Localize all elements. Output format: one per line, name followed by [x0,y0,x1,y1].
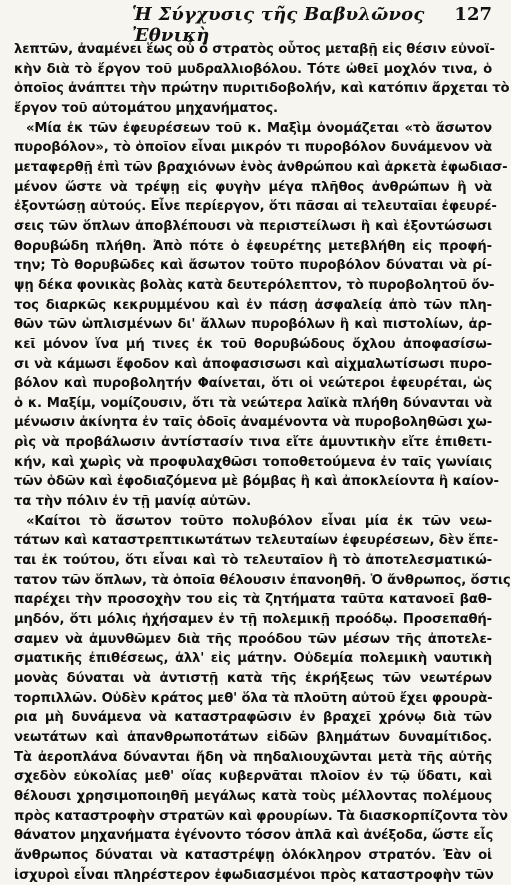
text-line: βόλον καὶ πυροβολητήν Φαίνεται, ὅτι οἱ νεώτεροι ἐφευρέται, ὡς [14,376,492,392]
text-line: ρια μὴ δυνάμενα νὰ καταστραφῶσιν ἐν βραχεῖ χρόνῳ διὰ τῶν [14,710,492,726]
paragraph [14,119,508,512]
text-line: θάνατον μηχανήματα ἐγένοντο τόσον ἁπλᾶ καὶ ἀνέξοδα, ὥστε εἷς [14,828,494,844]
page-header [14,4,492,46]
text-line: πρὸς καταστροφὴν στρατῶν καὶ φρουρίων. Τὰ διασκορπίζοντα τὸν [14,808,508,824]
text-line: «Μία ἐκ τῶν ἐφευρέσεων τοῦ κ. Μαξὶμ ὀνομάζεται «τὸ ἄσωτον [26,120,492,136]
text-line: τορπιλλῶν. Οὐδὲν κράτος μεθ' ὅλα τὰ πλοῦτη αὐτοῦ ἔχει φρουρὰ- [14,690,493,706]
running-head: Ἡ Σύγχυσις τῆς Βαβυλῶνος Ἐθνικὴ [132,4,425,46]
page-number: 127 [454,4,492,25]
text-line: κὴν διὰ τὸ ἔργον τοῦ μυδραλλιοβόλου. Τότε ὠθεῖ μοχλόν τινα, ὁ [14,61,492,77]
paragraph [14,40,510,119]
text-line: ὁ κ. Μαξίμ, νομίζουσιν, ὅτι τὰ νεώτερα λαϊκὰ πλήθη δύνανται νὰ [14,395,492,411]
text-line: μεταφερθῇ ἐπὶ τῶν βραχιόνων ἑνὸς ἀνθρώπου καὶ ἀρκετὰ ἐφωδιασ- [14,159,508,175]
text-line: κεῖ μόνον ἵνα μή τινες ἐκ τοῦ θορυβώδους ὄχλου ἀποφασίσω- [14,336,492,352]
text-line: ρὶς νὰ προβάλωσιν ἀντίστασίν τινα εἴτε ἀμυντικὴν εἴτε ἐπιθετι- [14,435,492,451]
text-line: κήν, καὶ χωρὶς νὰ προφυλαχθῶσι τοποθετούμενα ἐν ταῖς γωνίαις [14,454,492,470]
text-line: μένωσιν ἀκίνητα ἐν ταῖς ὁδοῖς ἀναμένοντα νὰ πυροβοληθῶσι χω- [14,415,493,431]
text-line: τατον τῶν ὅπλων, τὰ ὁποῖα θέλουσιν ἐπανοηθῆ. Ὁ ἄνθρωπος, ὅστις [14,572,511,588]
text-line: ἔργον τοῦ αὐτομάτου μηχανήματος. [14,100,278,116]
text-line: ται ἐκ τούτου, ὅτι εἶναι καὶ τὸ τελευταῖον ἢ τὸ ἀποτελεσματικώ- [14,553,492,569]
text-line: σχεδὸν εὐκολίας μεθ' οἵας κυβερνᾶται πλοῖον ἐν τῷ ὕδατι, καὶ [14,769,492,785]
text-line: μονὰς δύναται νὰ ἀντιστῇ κατὰ τῆς ἐκρήξεως τῶν νεωτέρων [14,671,492,686]
text-line: μένον ὥστε νὰ τρέψῃ εἰς φυγὴν μέγα πλῆθος ἀνθρώπων ἢ νὰ [14,179,492,195]
text-line: λεπτῶν, ἀναμένει ἕως οὗ ὁ στρατὸς οὗτος μεταβῇ εἰς θέσιν εὐνοϊ- [14,42,495,57]
text-line: ψῃ δέκα φονικὰς βολὰς κατὰ δευτερόλεπτον, τὸ πυροβολητοῦ ὄν- [14,277,495,293]
text-line: σματικῆς ἐπιθέσεως, ἀλλ' εἰς μάτην. Οὐδεμία πολεμικὴ ναυτικὴ [14,651,492,667]
text-line: Τὰ ἀεροπλάνα δύνανται ἤδη νὰ πηδαλιουχῶνται μετὰ τῆς αὐτῆς [14,749,492,765]
text-line: θέλουσι χρησιμοποιηθῆ μεγάλως κατὰ τοὺς μέλλοντας πολέμους [14,788,492,804]
text-line: παρέχει τὴν προσοχὴν του εἰς τὰ ζητήματα ταῦτα κατανοεῖ βαθ- [14,592,492,608]
text-line: «Καίτοι τὸ ἄσωτον τοῦτο πολυβόλον εἶναι μία ἐκ τῶν νεω- [26,513,492,529]
text-line: νεωτάτων καὶ ἀπανθρωποτάτων εἰδῶν βλημάτων δυναμίτιδος. [14,729,492,745]
text-line: τα τὴν πόλιν ἐν τῇ μανίᾳ αὐτῶν. [14,494,252,510]
text-line: τῶν ὁδῶν καὶ ἐφοδιαζόμενα μὲ βόμβας ἢ καὶ ἀποκλείοντα ἢ καίον- [14,474,499,490]
text-line: ὁποῖος ἀνάπτει τὴν πρώτην πυριτιδοβολήν, καὶ κατόπιν ἄρχεται τὸ [14,81,510,97]
text-line: ἐξοντώσῃ αὐτούς. Εἶνε περίεργον, ὅτι πᾶσαι αἱ τελευταῖαι ἐφευρέ- [14,199,497,215]
text-line: μηδόν, ὅτι μόλις ἠχήσαμεν ἐν τῇ πολεμικῇ προόδῳ. Προσεπαθή- [14,612,492,628]
text-line: πυροβόλον», τὸ ὁποῖον εἶναι μικρόν τι πυροβόλον δυνάμενον νὰ [14,140,492,156]
body-text [14,40,511,885]
text-line: τος διαρκῶς κεκρυμμένου καὶ ἐν πάσῃ ἀσφαλείᾳ ἀπὸ τῶν πλη- [14,297,492,313]
paragraph [14,512,511,885]
text-line: σεις τῶν ὅπλων ἀποβλέπουσι νὰ περιστείλωσι ἢ καὶ ἐξοντώσωσι [14,218,492,234]
text-line: θορυβώδη πλήθη. Ἀπὸ πότε ὁ ἐφευρέτης μετεβλήθη εἰς προφή- [14,238,492,254]
text-line: σαμεν νὰ ἀμυνθῶμεν διὰ τῆς προόδου τῶν μέσων τῆς ἀποτελε- [14,631,492,647]
text-line: ἰσχυροὶ εἶναι πληρέστερον ἐφωδιασμένοι πρὸς καταστροφὴν τῶν [14,867,494,883]
text-line: τάτων καὶ καταστρεπτικωτάτων τελευταίων ἐφευρέσεων, δὲν ἕπε- [14,533,499,549]
text-line: σι νὰ κάμωσι ἔφοδον καὶ ἀποφασισωσι καὶ αἰχμαλωτίσωσι πυρο- [14,356,492,372]
text-line: ἄνθρωπος δύναται νὰ καταστρέψῃ ὁλόκληρον στρατόν. Ἐὰν οἱ [14,847,492,863]
text-line: θῶν τῶν ὡπλισμένων δι' ἄλλων πυροβόλων ἢ καὶ πιστολίων, ἀρ- [14,317,492,333]
text-line: την; Τὸ θορυβῶδες καὶ ἄσωτον τοῦτο πυροβόλον δύναται νὰ ρί- [14,258,492,274]
